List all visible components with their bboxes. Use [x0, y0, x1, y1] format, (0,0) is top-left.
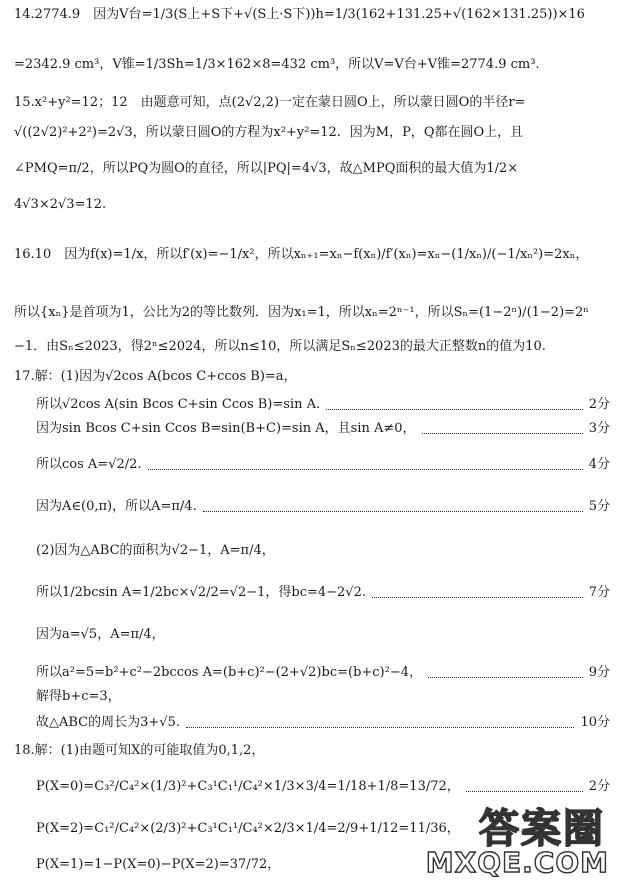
- q17-part2-heading: (2)因为△ABC的面积为√2−1，A=π/4，: [36, 543, 275, 558]
- score-label: 2分: [588, 779, 610, 794]
- step-text: 因为A∈(0,π)，所以A=π/4.: [36, 499, 197, 514]
- watermark-domain: MXQE.COM: [425, 846, 609, 879]
- q17-solve: 解得b+c=3，: [36, 689, 121, 704]
- leader-dots: [326, 400, 583, 410]
- step-text: 所以1/2bcsin A=1/2bc×√2/2=√2−1，得bc=4−2√2.: [36, 585, 366, 600]
- score-label: 9分: [588, 665, 610, 680]
- leader-dots: [203, 502, 583, 512]
- leader-dots: [148, 460, 583, 470]
- score-label: 10分: [580, 715, 610, 730]
- q18-step-1: [36, 778, 610, 796]
- q17-given: 因为a=√5，A=π/4，: [36, 627, 165, 642]
- q18-heading: 18.解：(1)由题可知X的可能取值为0,1,2，: [14, 743, 265, 758]
- step-text: 故△ABC的周长为3+√5.: [36, 715, 180, 730]
- q16-line-3: −1．由Sₙ≤2023，得2ⁿ≤2024，所以n≤10，所以满足Sₙ≤2023的最大正整数n的值为10.: [14, 339, 546, 354]
- q16-line-2: 所以{xₙ}是首项为1，公比为2的等比数列．因为x₁=1，所以xₙ=2ⁿ⁻¹，所以Sₙ=(1−2ⁿ)/(1−2)=2ⁿ: [14, 305, 589, 320]
- q15-line-3: ∠PMQ=π/2，所以PQ为圆O的直径，所以|PQ|=4√3，故△MPQ面积的最大值为1/2×: [14, 161, 519, 176]
- leader-dots: [428, 668, 583, 678]
- score-label: 4分: [588, 457, 610, 472]
- leader-dots: [466, 782, 583, 792]
- q17-step-5: [36, 584, 610, 602]
- step-text: 所以cos A=√2/2.: [36, 457, 142, 472]
- q16-line-1: 16.10 因为f(x)=1/x，所以f′(x)=−1/x²，所以xₙ₊₁=xₙ−f(xₙ)/f′(xₙ)=xₙ−(1/xₙ)/(−1/xₙ²)=2xₙ，: [14, 247, 589, 262]
- q17-step-6: [36, 664, 610, 682]
- score-label: 3分: [588, 421, 610, 436]
- q17-heading: 17.解：(1)因为√2cos A(bcos C+ccos B)=a，: [14, 369, 297, 384]
- q15-line-2: √((2√2)²+2²)=2√3，所以蒙日圆O的方程为x²+y²=12．因为M，P，Q都在圆O上，且: [14, 125, 524, 140]
- step-text: 所以a²=5=b²+c²−2bccos A=(b+c)²−(2+√2)bc=(b+c)²−4，: [36, 665, 423, 680]
- q15-line-1: 15.x²+y²=12；12 由题意可知，点(2√2,2)一定在蒙日圆O上，所以蒙日圆O的半径r=: [14, 95, 526, 110]
- q14-line-2: =2342.9 cm³，V锥=1/3Sh=1/3×162×8=432 cm³，所以V=V台+V锥=2774.9 cm³.: [14, 57, 540, 72]
- q17-step-7: [36, 714, 610, 732]
- q17-step-4: [36, 498, 610, 516]
- q17-step-2: [36, 420, 610, 438]
- step-text: 所以√2cos A(sin Bcos C+sin Ccos B)=sin A.: [36, 397, 321, 412]
- q18-px1: P(X=1)=1−P(X=0)−P(X=2)=37/72，: [36, 857, 281, 872]
- q17-step-1: [36, 396, 610, 414]
- score-label: 2分: [588, 397, 610, 412]
- site-watermark: [417, 797, 617, 879]
- score-label: 7分: [588, 585, 610, 600]
- leader-dots: [186, 718, 574, 728]
- q17-step-3: [36, 456, 610, 474]
- q15-line-4: 4√3×2√3=12.: [14, 197, 107, 212]
- leader-dots: [422, 424, 583, 434]
- q18-px2: P(X=2)=C₁²/C₄²×(2/3)²+C₃¹C₁¹/C₄²×2/3×1/4=2/9+1/12=11/36，: [36, 821, 460, 836]
- watermark-logo-text: 答案圈: [479, 806, 605, 852]
- leader-dots: [372, 588, 583, 598]
- q14-line-1: 14.2774.9 因为V台=1/3(S上+S下+√(S上·S下))h=1/3(162+131.25+√(162×131.25))×16: [14, 7, 585, 22]
- step-text: 因为sin Bcos C+sin Ccos B=sin(B+C)=sin A，且sin A≠0，: [36, 421, 416, 436]
- score-label: 5分: [588, 499, 610, 514]
- step-text: P(X=0)=C₃²/C₄²×(1/3)²+C₃¹C₁¹/C₄²×1/3×3/4=1/18+1/8=13/72，: [36, 779, 460, 794]
